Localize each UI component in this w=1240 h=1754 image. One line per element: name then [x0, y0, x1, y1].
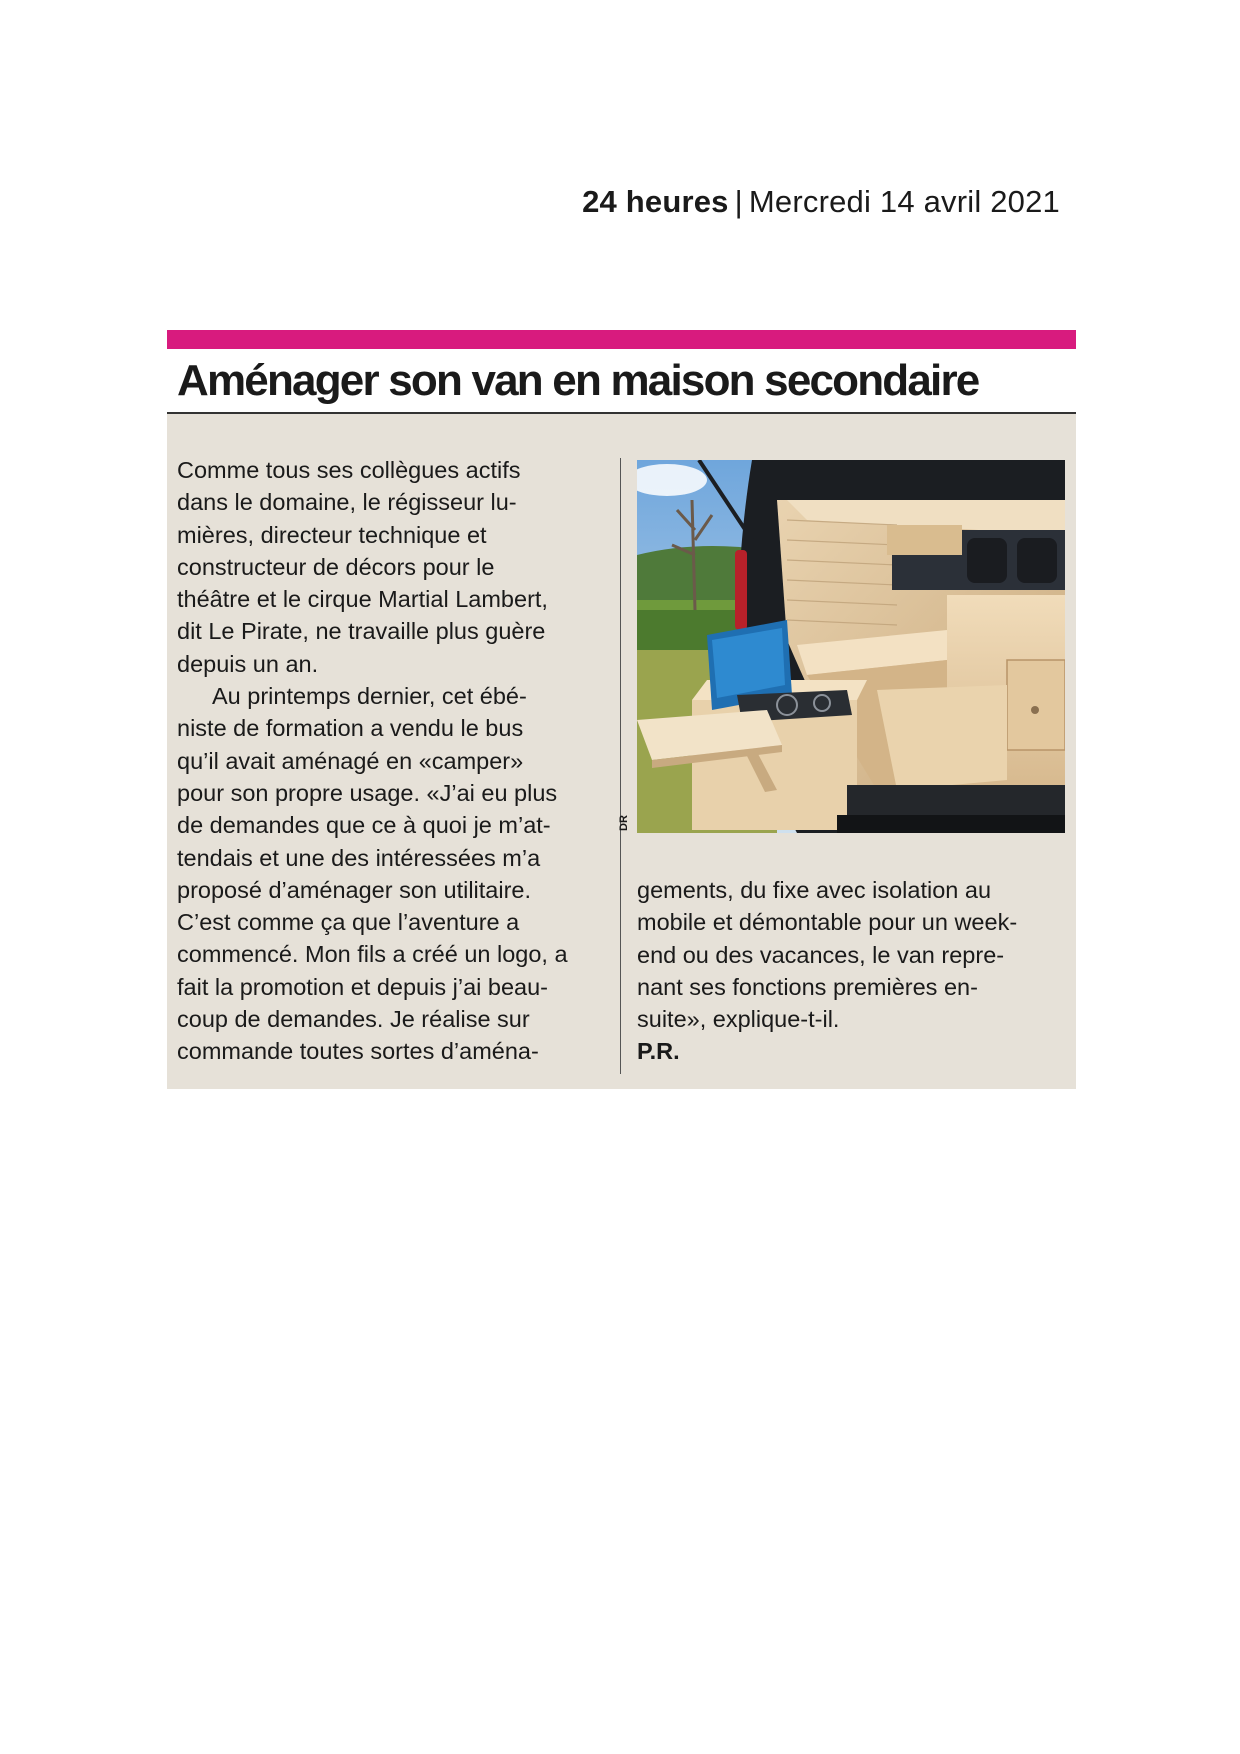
- column-divider: [620, 458, 621, 1074]
- text-line: qu’il avait aménagé en «camper»: [177, 747, 524, 774]
- author-signature: P.R.: [637, 1038, 680, 1065]
- headline-container: [167, 349, 1076, 414]
- publication-name: 24 heures: [582, 184, 729, 219]
- paragraph-3: [637, 874, 1067, 1035]
- text-line: proposé d’aménager son utilitaire.: [177, 876, 532, 903]
- article-headline: Aménager son van en maison secondaire: [177, 356, 979, 405]
- paragraph-2: [177, 680, 607, 1068]
- article-column-right: [637, 874, 1067, 1068]
- text-line: suite», explique-t-il.: [637, 1006, 840, 1033]
- text-line: mobile et démontable pour un week-: [637, 909, 1018, 936]
- text-line: C’est comme ça que l’aventure a: [177, 909, 520, 936]
- paragraph-1: [177, 454, 607, 680]
- text-line: end ou des vacances, le van repre-: [637, 941, 1005, 968]
- page-header: [0, 180, 1060, 224]
- text-line: mières, directeur technique et: [177, 521, 487, 548]
- text-line: Comme tous ses collègues actifs: [177, 457, 521, 483]
- text-line: fait la promotion et depuis j’ai beau-: [177, 973, 548, 1000]
- text-line: dans le domaine, le régisseur lu-: [177, 489, 517, 516]
- text-line: pour son propre usage. «J’ai eu plus: [177, 779, 558, 806]
- text-line: commande toutes sortes d’aména-: [177, 1038, 539, 1065]
- text-line: commencé. Mon fils a créé un logo, a: [177, 941, 568, 968]
- text-line: gements, du fixe avec isolation au: [637, 877, 992, 903]
- text-line: dit Le Pirate, ne travaille plus guère: [177, 618, 546, 645]
- text-line: de demandes que ce à quoi je m’at-: [177, 812, 551, 839]
- text-line: depuis un an.: [177, 650, 319, 677]
- article-column-left: [177, 454, 607, 1068]
- photo-credit: DR: [618, 815, 630, 831]
- article-photo: [637, 460, 1065, 833]
- header-separator: |: [734, 184, 743, 219]
- accent-bar: [167, 330, 1076, 349]
- text-line: théâtre et le cirque Martial Lambert,: [177, 586, 548, 613]
- text-line: niste de formation a vendu le bus: [177, 715, 524, 742]
- van-photo-illustration: [637, 460, 1065, 833]
- text-line: coup de demandes. Je réalise sur: [177, 1006, 530, 1033]
- publication-date: Mercredi 14 avril 2021: [748, 184, 1060, 219]
- text-line: Au printemps dernier, cet ébé-: [212, 683, 527, 710]
- text-line: tendais et une des intéressées m’a: [177, 844, 541, 871]
- article: [167, 330, 1076, 1089]
- text-line: constructeur de décors pour le: [177, 553, 495, 580]
- text-line: nant ses fonctions premières en-: [637, 973, 978, 1000]
